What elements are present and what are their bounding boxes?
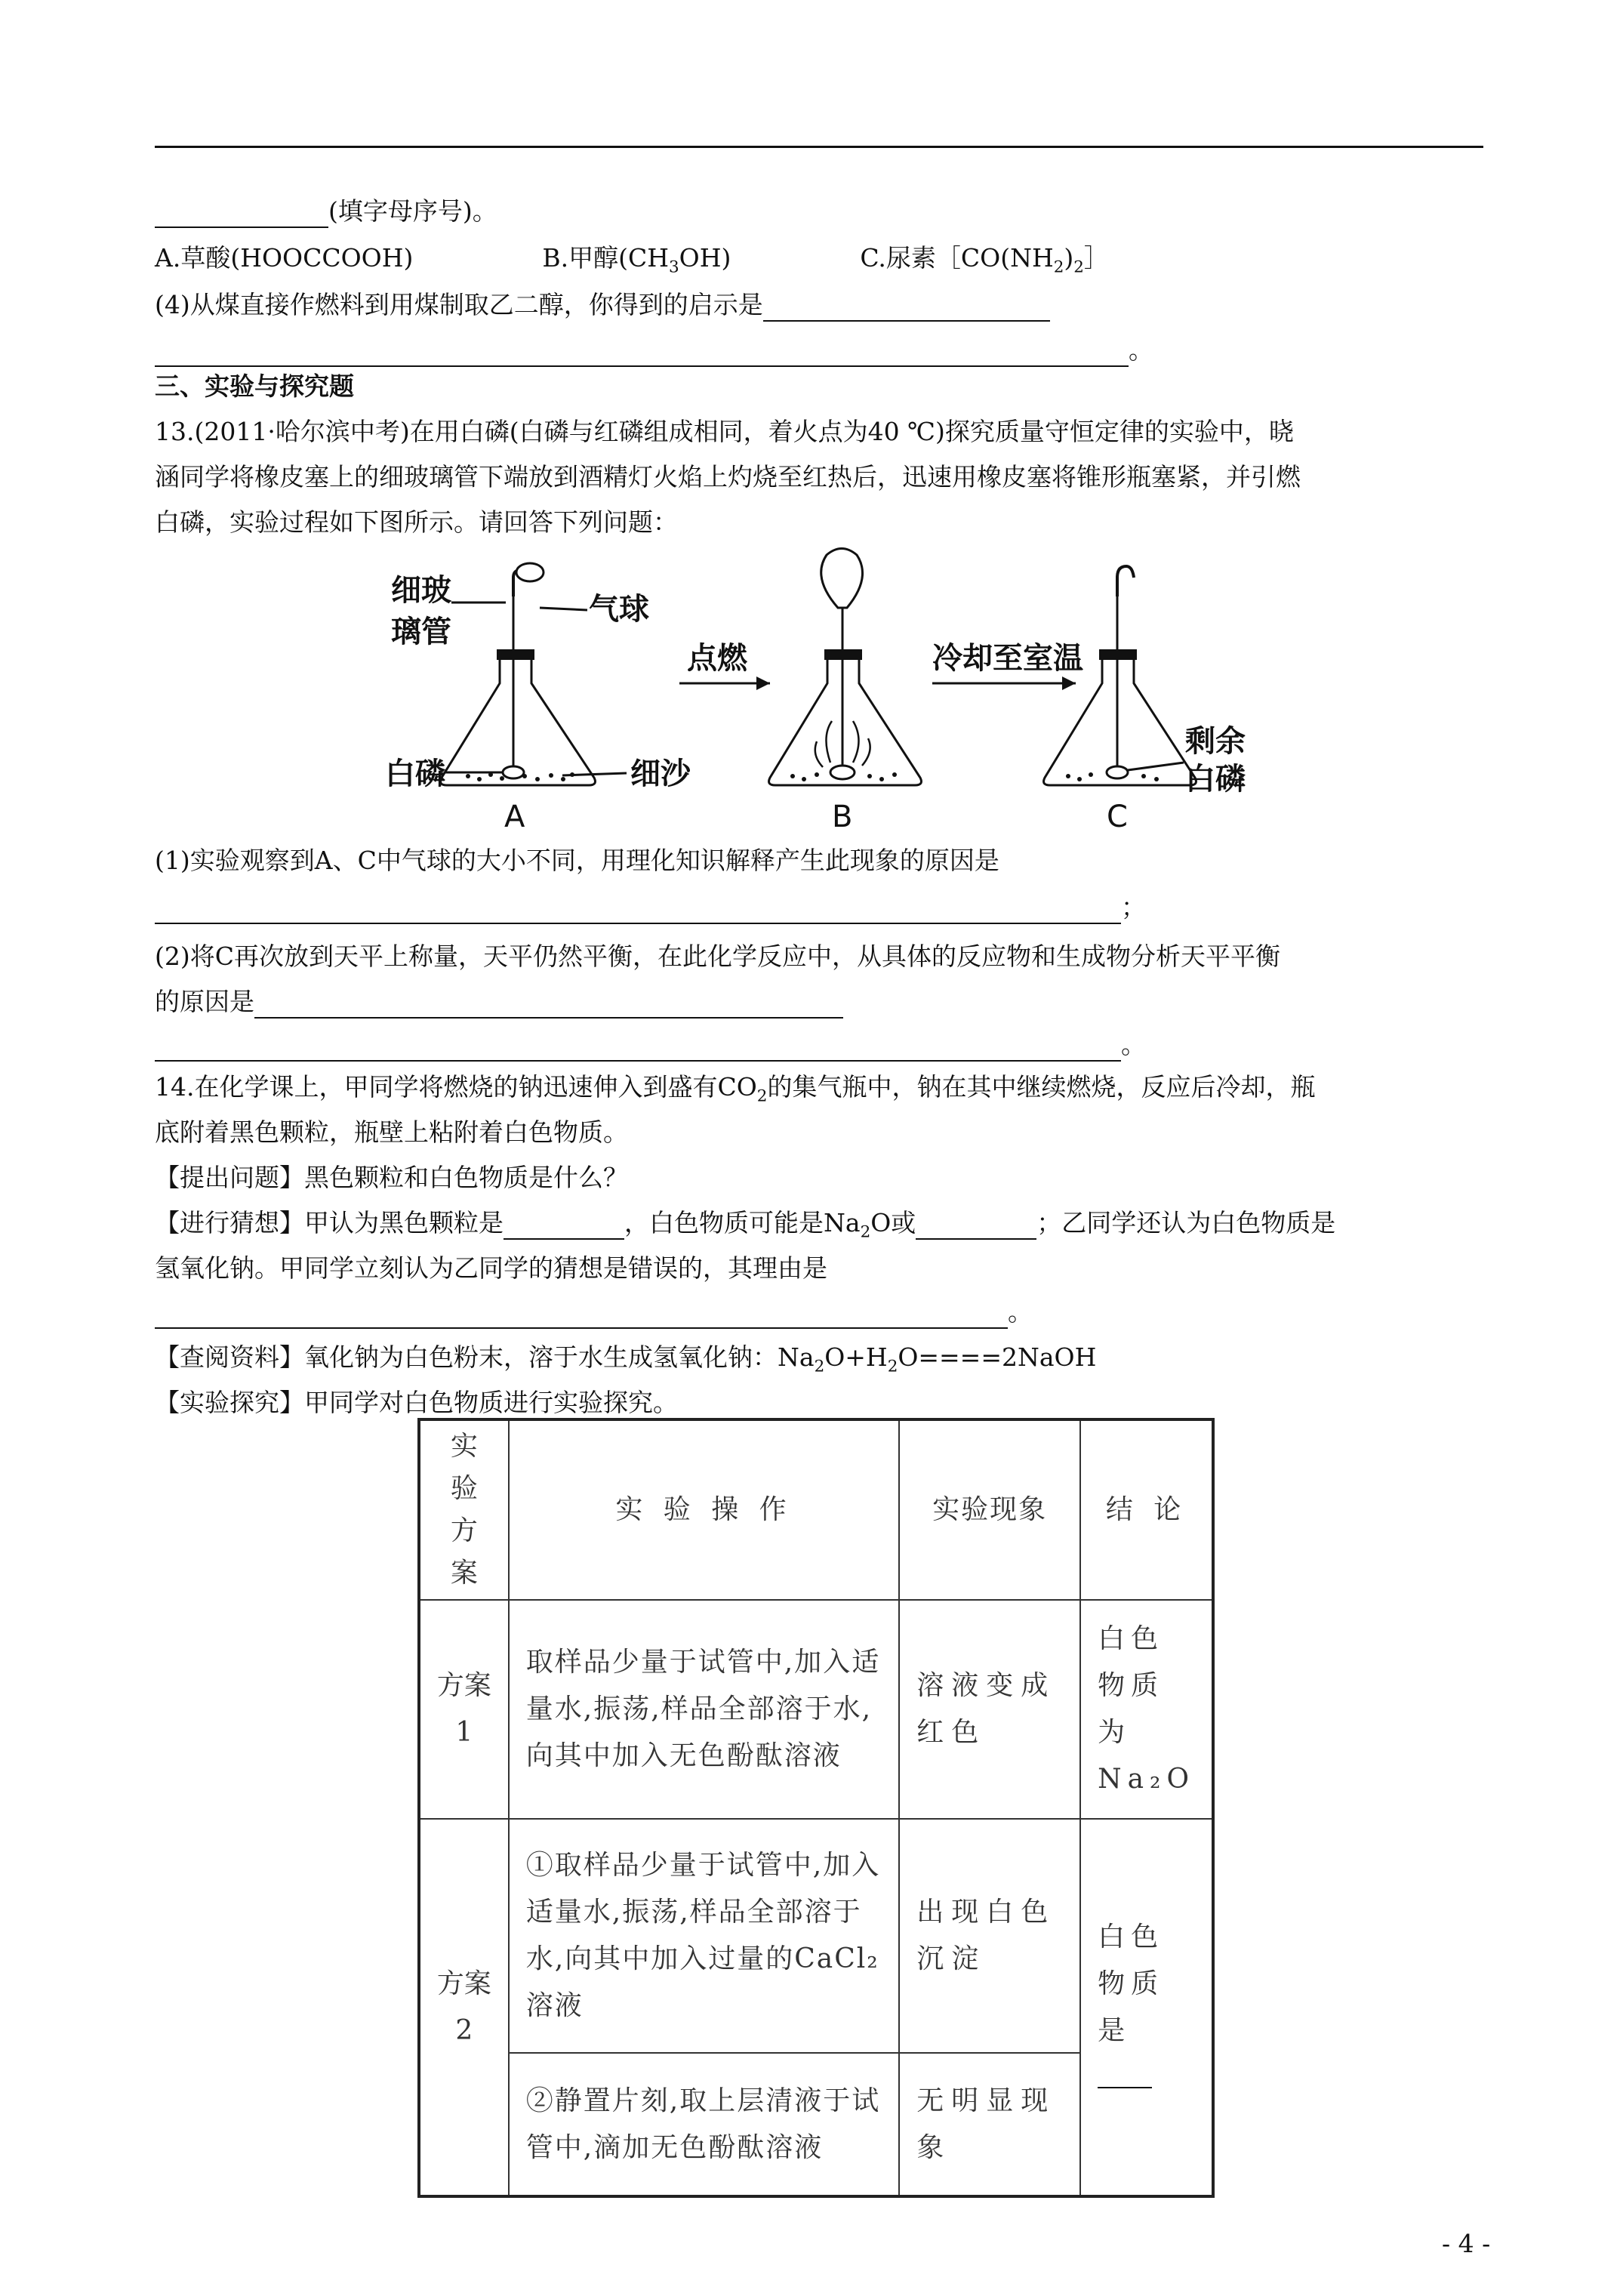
q13-sub2-blank-1[interactable] (254, 991, 843, 1019)
plan2-phenomenon-2: 无明显现象 (899, 2053, 1080, 2196)
plan1-operation: 取样品少量于试管中,加入适量水,振荡,样品全部溶于水,向其中加入无色酚酞溶液 (509, 1600, 899, 1819)
black-particle-blank[interactable] (504, 1213, 624, 1240)
q14-guess: 【进行猜想】甲认为黑色颗粒是 ，白色物质可能是$Na_2O$或 ；乙同学还认为白色物质是 (155, 1208, 1336, 1242)
answer-blank[interactable] (155, 201, 328, 228)
q13-sub1-answer: ； (155, 891, 1146, 924)
q14-line-1: 14.在化学课上，甲同学将燃烧的钠迅速伸入到盛有$CO_2$的集气瓶中，钠在其中继续燃烧，反应后冷却，瓶 (155, 1072, 1316, 1106)
flask-a (441, 563, 596, 785)
options-line (155, 242, 1109, 275)
plan2-conclusion: 白色物质是 (1080, 1819, 1213, 2196)
conclusion-blank[interactable] (1098, 2070, 1152, 2088)
header-operation: 实 验 操 作 (509, 1419, 899, 1600)
plan1-phenomenon: 溶液变成红色 (899, 1600, 1080, 1819)
q4-line: (4)从煤直接作燃料到用煤制取乙二醇，你得到的启示是 (155, 288, 1050, 322)
q4-blank-1[interactable] (763, 294, 1050, 322)
q14-guess-line-2: 氢氧化钠。甲同学立刻认为乙同学的猜想是错误的，其理由是 (155, 1253, 827, 1283)
arrow-label-cool: 冷却至室温 (932, 641, 1083, 676)
flask-c-letter: C (1107, 800, 1128, 834)
q13-line-2: 涵同学将橡皮塞上的细玻璃管下端放到酒精灯火焰上灼烧至红热后，迅速用橡皮塞将锥形瓶塞紧，并引燃 (155, 462, 1301, 492)
q13-sub1: (1)实验观察到A、C中气球的大小不同，用理化知识解释产生此现象的原因是 (155, 846, 999, 875)
q13-line-1: 13.(2011·哈尔滨中考)在用白磷(白磷与红磷组成相同，着火点为40 ℃)探究质量守恒定律的实验中，晓 (155, 417, 1294, 446)
header-phenomenon: 实验现象 (899, 1419, 1080, 1600)
label-white-phosphorus: 白磷 (385, 757, 445, 791)
table-header-row (419, 1419, 1213, 1600)
plan1-conclusion: 白色物质为Na₂O (1080, 1600, 1213, 1819)
arrow-label-ignite: 点燃 (687, 641, 747, 676)
header-plan: 实验方案 (419, 1419, 509, 1600)
label-tube-1: 细玻 (391, 573, 451, 608)
q13-sub2-blank-2[interactable] (155, 1034, 1121, 1062)
label-balloon: 气球 (589, 592, 649, 627)
flask-a-letter: A (504, 800, 525, 834)
q4-blank-2[interactable] (155, 340, 1129, 367)
q13-sub2-line-2: 的原因是 (155, 985, 843, 1019)
q14-explore: 【实验探究】甲同学对白色物质进行实验探究。 (155, 1388, 678, 1417)
label-tube-2: 璃管 (391, 615, 451, 649)
q13-sub2-line-3: 。 (155, 1028, 1146, 1062)
q13-line-3: 白磷，实验过程如下图所示。请回答下列问题： (155, 507, 678, 537)
header-rule (155, 146, 1483, 148)
flask-b (769, 549, 922, 786)
label-remaining-2: 白磷 (1185, 762, 1246, 797)
option-c: C.尿素$[CO(NH_2)_2]$ (860, 243, 1109, 277)
flask-b-letter: B (832, 800, 853, 834)
table-row (419, 1819, 1213, 2053)
plan2-phenomenon-1: 出现白色沉淀 (899, 1819, 1080, 2053)
flask-c (1044, 566, 1196, 785)
q14-reason-line: 。 (155, 1296, 1033, 1329)
q13-sub1-blank[interactable] (155, 897, 1121, 924)
q14-info: 【查阅资料】氧化钠为白色粉末，溶于水生成氢氧化钠：$Na_2O+H_2O====2NaOH$ (155, 1342, 1097, 1376)
plan1-name: 方案 1 (419, 1600, 509, 1819)
answer-line-1: (填字母序号)。 (155, 195, 497, 228)
reason-blank[interactable] (155, 1302, 1008, 1329)
label-fine-sand: 细沙 (630, 757, 691, 791)
flask-diagram (370, 544, 1298, 838)
q4-line-2: 。 (155, 334, 1153, 367)
table-row (419, 1600, 1213, 1819)
q13-sub2-line-1: (2)将C再次放到天平上称量，天平仍然平衡，在此化学反应中，从具体的反应物和生成物分析天平平衡 (155, 942, 1280, 971)
q14-line-2: 底附着黑色颗粒，瓶壁上粘附着白色物质。 (155, 1117, 628, 1147)
page-number: - 4 - (1442, 2229, 1491, 2258)
experiment-figure (370, 544, 1298, 841)
white-substance-blank[interactable] (916, 1213, 1036, 1240)
header-conclusion: 结 论 (1080, 1419, 1213, 1600)
option-b: B.甲醇$(CH_3OH)$ (542, 243, 731, 277)
plan2-operation-2: ②静置片刻,取上层清液于试管中,滴加无色酚酞溶液 (509, 2053, 899, 2196)
option-a: A.草酸(HOOCCOOH) (155, 243, 414, 273)
q14-problem: 【提出问题】黑色颗粒和白色物质是什么？ (155, 1163, 628, 1192)
experiment-table (417, 1418, 1215, 2198)
plan2-operation-1: ①取样品少量于试管中,加入适量水,振荡,样品全部溶于水,向其中加入过量的CaCl₂ 溶液 (509, 1819, 899, 2053)
label-remaining-1: 剩余 (1185, 724, 1246, 759)
section-3-title: 三、实验与探究题 (155, 371, 354, 401)
plan2-name: 方案 2 (419, 1819, 509, 2196)
